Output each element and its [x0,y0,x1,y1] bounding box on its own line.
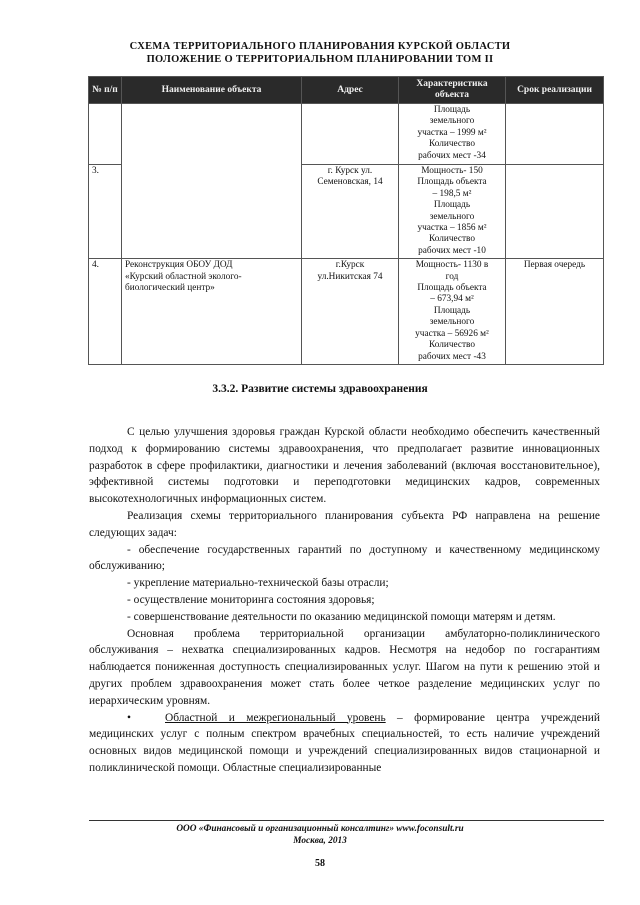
cell-num: 3. [89,165,122,259]
cell-num [89,104,122,165]
page-number: 58 [315,858,325,869]
cell-num: 4. [89,259,122,365]
cell-address [302,259,399,365]
char-line: земельного [429,211,475,222]
document-header-subtitle: ПОЛОЖЕНИЕ О ТЕРРИТОРИАЛЬНОМ ПЛАНИРОВАНИИ ТОМ II [146,54,494,65]
list-item: - обеспечение государственных гарантий по доступному и качественному медицинскому обслуживанию; [89,543,600,573]
col-header-term: Срок реализации [506,77,604,104]
list-item: - укрепление материально-технической базы отрасли; [127,577,389,590]
char-line: рабочих мест -34 [418,150,486,161]
bullet-term: Областной и межрегиональный уровень [165,711,386,724]
table-row [89,259,604,365]
name-line: «Курский областной эколого- [125,271,242,282]
char-line: Площадь [433,305,471,316]
paragraph: Реализация схемы территориального планирования субъекта РФ направлена на решение следующих задач: [89,509,600,539]
char-line: Площадь [433,200,471,211]
name-line: Реконструкция ОБОУ ДОД [125,260,233,271]
char-line: Мощность- 1130 в [415,260,489,271]
list-item: - совершенствование деятельности по оказанию медицинской помощи матерям и детям. [127,610,556,623]
bullet-paragraph [89,710,600,777]
table-header-row [89,77,604,104]
cell-address [302,104,399,165]
address-line: г. Курск ул. [327,166,373,176]
cell-characteristics [399,104,506,165]
char-line: рабочих мест -10 [418,245,486,256]
footer-city: Москва, 2013 [293,836,347,846]
cell-term [506,104,604,165]
char-line: участка – 1856 м² [417,223,487,234]
cell-address [302,165,399,259]
bullet-text: – формирование центра учреждений медицинских услуг с полным спектром врачебных специальностей, то есть наличие учреждений основных видов медицинской помощи и учреждений специализированных видов стационарной и поликлинической помощи. Областные специализированные [89,711,600,774]
char-line: – 198,5 м² [432,188,472,199]
cell-term: Первая очередь [506,259,604,365]
col-header-num: № п/п [89,77,122,104]
col-header-characteristics: Характеристика объекта [399,77,506,104]
footer-divider [89,820,604,821]
char-line: Площадь [433,105,471,115]
bullet-icon: • [127,711,131,724]
col-header-name: Наименование объекта [122,77,302,104]
char-line: Площадь объекта [417,283,487,294]
col-header-address: Адрес [302,77,399,104]
char-line: участка – 1999 м² [417,127,487,138]
footer-company: ООО «Финансовый и организационный консалтинг» www.foconsult.ru [176,824,464,834]
char-line: год [445,271,459,282]
paragraph: Основная проблема территориальной организации амбулаторно-поликлинического обслуживания – нехватка специализированных кадров. Несмотря на недобор по госгарантиям наблюдается пониженная доступность специализированных услуг. Шагом на пути к решению этой и других проблем здравоохранения может стать более четкое разделение медицинских услуг по иерархическим уровням. [89,627,600,707]
char-line: Количество [428,234,476,245]
char-line: Площадь объекта [417,177,487,188]
address-line: ул.Никитская 74 [317,271,383,282]
document-header-title: СХЕМА ТЕРРИТОРИАЛЬНОГО ПЛАНИРОВАНИЯ КУРСКОЙ ОБЛАСТИ [129,41,511,52]
char-line: Мощность- 150 [421,166,483,176]
list-item: - осуществление мониторинга состояния здоровья; [127,593,375,606]
cell-characteristics [399,165,506,259]
address-line: Семеновская, 14 [317,177,383,188]
paragraph: С целью улучшения здоровья граждан Курской области необходимо обеспечить качественный подход к формированию системы здравоохранения, что предполагает развитие инновационных разработок в сфере профилактики, диагностики и лечения заболеваний (включая восстановительное), эффективной системы подготовки и переподготовки медицинских кадров, современных высокотехнологичных информационных систем. [89,426,600,506]
char-line: земельного [429,317,475,328]
char-line: Количество [428,340,476,351]
section-body [89,424,600,777]
section-title: 3.3.2. Развитие системы здравоохранения [212,383,428,395]
char-line: земельного [429,116,475,127]
cell-term [506,165,604,259]
char-line: участка – 56926 м² [415,328,489,339]
cell-characteristics [399,259,506,365]
char-line: Количество [428,139,476,150]
char-line: – 673,94 м² [430,294,474,305]
cell-name [122,104,302,259]
objects-table [88,76,604,365]
table-row [89,104,604,165]
address-line: г.Курск [335,260,365,271]
name-line: биологический центр» [125,283,215,294]
cell-name [122,259,302,365]
char-line: рабочих мест -43 [418,351,486,362]
